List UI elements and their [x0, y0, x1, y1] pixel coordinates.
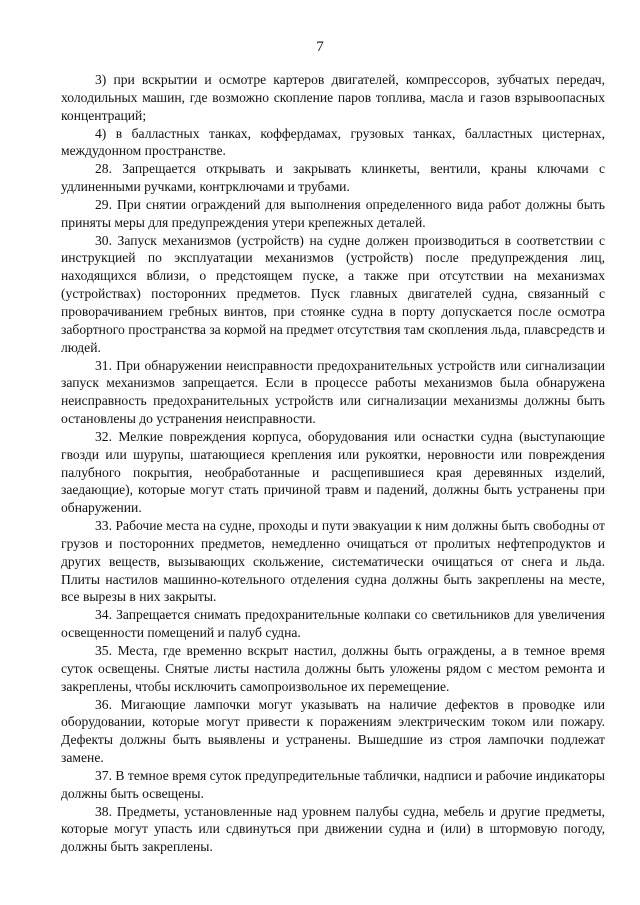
- paragraph-clause-31: 31. При обнаружении неисправности предохранительных устройств или сигнализации запуск механизмов запрещается. Если в процессе работы механизмов была обнаружена неисправность предохранительных устройств или сигнализации механизмы должны быть остановлены до устранения неисправности.: [61, 357, 605, 427]
- page-body: [61, 71, 605, 856]
- paragraph-clause-34: 34. Запрещается снимать предохранительные колпаки со светильников для увеличения освещенности помещений и палуб судна.: [61, 607, 605, 641]
- paragraph-clause-30: 30. Запуск механизмов (устройств) на судне должен производиться в соответствии с инструкцией по эксплуатации механизмов (устройств) после предупреждения лиц, находящихся вблизи, о предстоящем пуске, а также при отсутствии на механизмах (устройствах) посторонних предметов. Пуск главных двигателей судна, связанный с проворачиванием гребных винтов, при стоянке судна в порту допускается после осмотра забортного пространства за кормой на предмет отсутствия там скопления льда, плавсредств и людей.: [61, 232, 605, 355]
- paragraph-clause-38: 38. Предметы, установленные над уровнем палубы судна, мебель и другие предметы, которые могут упасть или сдвинуться при движении судна и (или) в штормовую погоду, должны быть закреплены.: [61, 803, 605, 855]
- paragraph-item-3: 3) при вскрытии и осмотре картеров двигателей, компрессоров, зубчатых передач, холодильных машин, где возможно скопление паров топлива, масла и газов взрывоопасных концентраций;: [61, 72, 605, 123]
- paragraph-clause-35: 35. Места, где временно вскрыт настил, должны быть ограждены, а в темное время суток освещены. Снятые листы настила должны быть уложены рядом с местом ремонта и закреплены, чтобы исключить самопроизвольное их перемещение.: [61, 643, 605, 694]
- page-number: 7: [316, 39, 324, 55]
- paragraph-clause-36: 36. Мигающие лампочки могут указывать на наличие дефектов в проводке или оборудовании, которые могут привести к поражениям электрическим током или пожару. Дефекты должны быть выявлены и устранены. Вышедшие из строя лампочки подлежат замене.: [61, 696, 605, 766]
- paragraph-clause-29: 29. При снятии ограждений для выполнения определенного вида работ должны быть приняты меры для предупреждения утери крепежных деталей.: [61, 196, 605, 230]
- paragraph-clause-37: 37. В темное время суток предупредительные таблички, надписи и рабочие индикаторы должны быть освещены.: [61, 767, 605, 801]
- paragraph-clause-28: 28. Запрещается открывать и закрывать клинкеты, вентили, краны ключами с удлиненными ручками, контрключами и трубами.: [61, 161, 605, 195]
- paragraph-item-4: 4) в балластных танках, коффердамах, грузовых танках, балластных цистернах, междудонном пространстве.: [61, 125, 605, 159]
- paragraph-clause-33: 33. Рабочие места на судне, проходы и пути эвакуации к ним должны быть свободны от грузов и посторонних предметов, немедленно очищаться от пролитых нефтепродуктов и других веществ, вызывающих скольжение, систематически очищаться от снега и льда. Плиты настилов машинно-котельного отделения судна должны быть закреплены на месте, все вырезы в них закрыты.: [61, 518, 605, 605]
- paragraph-clause-32: 32. Мелкие повреждения корпуса, оборудования или оснастки судна (выступающие гвозди или шурупы, шатающиеся крепления или рукоятки, неровности или повреждения палубного покрытия, необработанные и расщепившиеся края деревянных изделий, заедающие), которые могут стать причиной травм и падений, должны быть устранены при обнаружении.: [61, 428, 605, 516]
